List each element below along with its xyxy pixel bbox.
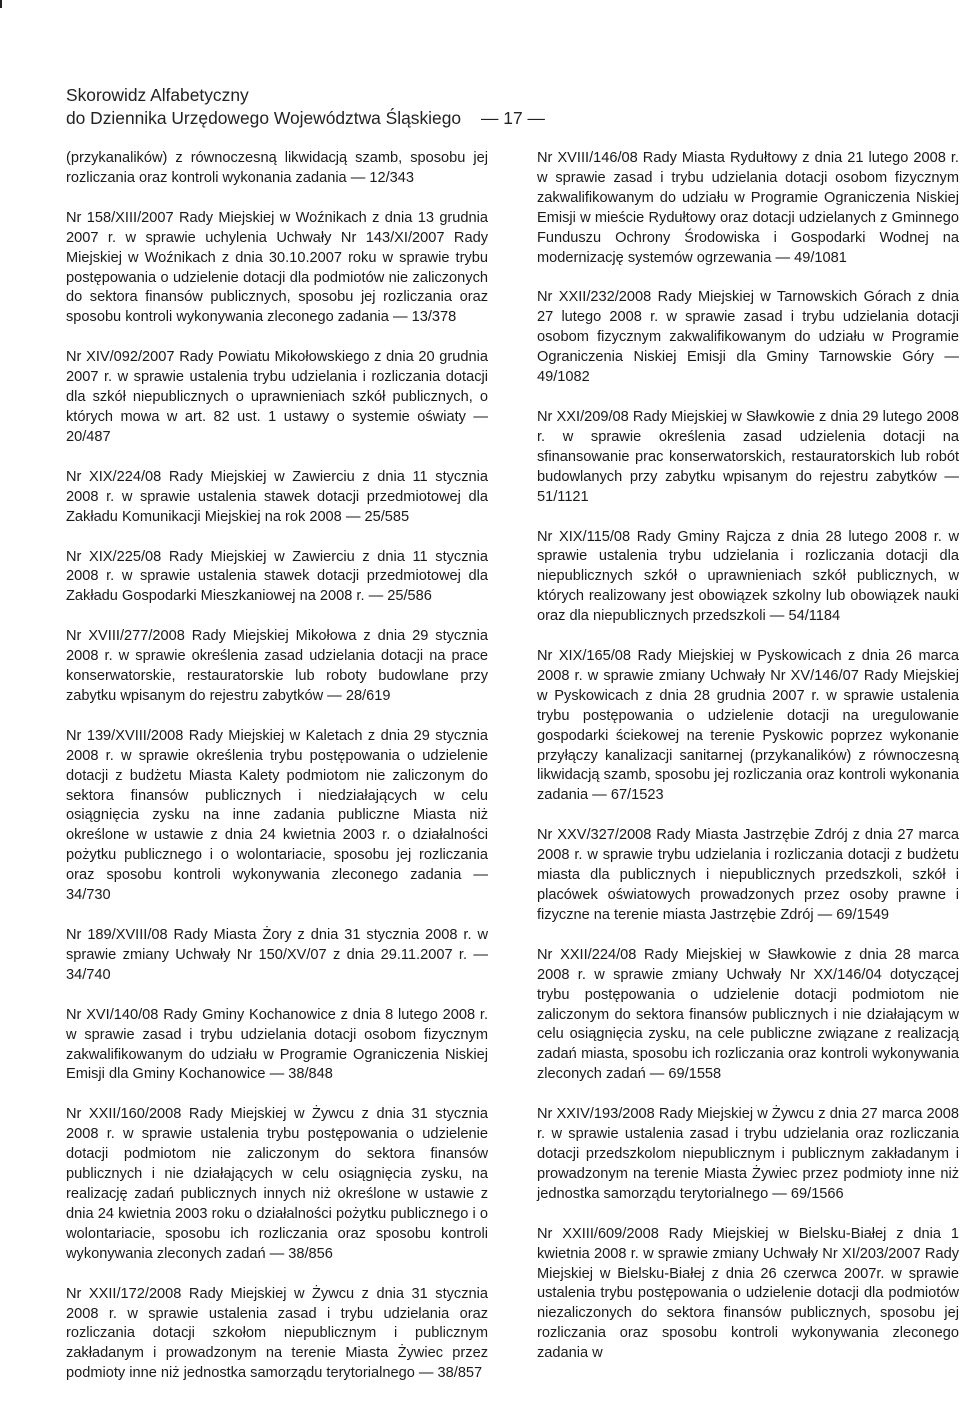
index-entry: Nr XVIII/277/2008 Rady Miejskiej Mikołowa z dnia 29 stycznia 2008 r. w sprawie określenia zasad udzielania dotacji na prace konserwatorskie, restauratorskie lub roboty budowlane przy zabytku wpisanym do rejestru zabytków — 28/619 [66,628,488,704]
index-entry: Nr XXII/172/2008 Rady Miejskiej w Żywcu z dnia 31 stycznia 2008 r. w sprawie ustalenia zasad i trybu udzielania oraz rozliczania dotacji szkołom niepublicznym i publicznym zakładanym i prowadzonym na terenie Miasta Żywiec przez podmioty inne niż jednostka samorządu terytorialnego — 38/857 [66,1285,488,1382]
index-entry: Nr XIX/115/08 Rady Gminy Rajcza z dnia 28 lutego 2008 r. w sprawie ustalenia trybu udzielania i rozliczania dotacji dla niepublicznych szkół o uprawnieniach szkół publicznych, w których realizowany jest obowiązek szkolny lub obowiązek nauki oraz dla niepublicznych przedszkoli — 54/1184 [537,528,959,625]
index-entry: Nr 158/XIII/2007 Rady Miejskiej w Woźnikach z dnia 13 grudnia 2007 r. w sprawie uchylenia Uchwały Nr 143/XI/2007 Rady Miejskiej w Woźnikach z dnia 30.10.2007 roku w sprawie trybu postępowania o udzielenie dotacji dla podmiotów nie zaliczonych do sektora finansów publicznych, sposobu jej rozliczania oraz sposobu kontroli wykonywania zleconego zadania — 13/378 [66,209,488,326]
crop-mark [0,0,2,8]
index-entry: Nr 189/XVIII/08 Rady Miasta Żory z dnia 31 stycznia 2008 r. w sprawie zmiany Uchwały Nr 150/XV/07 z dnia 29.11.2007 r. — 34/740 [66,927,488,983]
index-entry: Nr XXI/209/08 Rady Miejskiej w Sławkowie z dnia 29 lutego 2008 r. w sprawie określenia zasad udzielenia dotacji na sfinansowanie prac konserwatorskich, restauratorskich lub robót budowlanych przy zabytku wpisanym do rejestru zabytków — 51/1121 [537,408,959,505]
index-entry: Nr XVIII/146/08 Rady Miasta Rydułtowy z dnia 21 lutego 2008 r. w sprawie zasad i trybu udzielania dotacji osobom fizycznym zakwalifikowanym do udziału w Programie Ograniczenia Niskiej Emisji w mieście Rydułtowy oraz dotacji udzielanych z Gminnego Funduszu Ochrony Środowiska i Gospodarki Wodnej na modernizację systemów ogrzewania — 49/1081 [537,150,959,266]
index-entry: Nr XVI/140/08 Rady Gminy Kochanowice z dnia 8 lutego 2008 r. w sprawie zasad i trybu udzielania dotacji osobom fizycznym zakwalifikowanym do udziału w Programie Ograniczenia Niskiej Emisji dla Gminy Kochanowice — 38/848 [66,1006,488,1083]
index-entry: Nr XXII/160/2008 Rady Miejskiej w Żywcu z dnia 31 stycznia 2008 r. w sprawie ustalenia trybu postępowania o udzielenie dotacji podmiotom nie zaliczonym do sektora finansów publicznych i nie działających w celu osiągnięcia zysku, na realizację zadań publicznych innych niż określone w ustawie z dnia 24 kwietnia 2003 roku o działalności pożytku publicznego i o wolontariacie, sposobu ich rozliczania oraz sposobu kontroli wykonywania zleconych zadań — 38/856 [66,1106,488,1262]
left-column [66,149,488,1404]
header-title-line-2 [66,107,546,130]
index-entry: Nr 139/XVIII/2008 Rady Miejskiej w Kaletach z dnia 29 stycznia 2008 r. w sprawie określenia trybu postępowania o udzielenie dotacji z budżetu Miasta Kalety podmiotom nie zaliczonym do sektora finansów publicznych i niedziałających w celu osiągnięcia zysku na inne zadania publiczne Miasta niż określone w ustawie z dnia 24 kwietnia 2003 r. o działalności pożytku publicznego i o wolontariacie, sposobu jej rozliczania oraz sposobu kontroli wykonywania zleconego zadania — 34/730 [66,727,488,904]
header-title-line-1: Skorowidz Alfabetyczny [66,85,249,105]
header-title-line-2-text: do Dziennika Urzędowego Województwa Śląskiego [66,108,462,128]
page-header [66,84,546,130]
index-entry: Nr XXIV/193/2008 Rady Miejskiej w Żywcu z dnia 27 marca 2008 r. w sprawie ustalenia zasad i trybu udzielania oraz rozliczania dotacji przedszkolom niepublicznym i publicznym zakładanym i prowadzonym na terenie Miasta Żywiec przez podmioty inne niż jednostka samorządu terytorialnego — 69/1566 [537,1106,959,1202]
index-entry: Nr XXV/327/2008 Rady Miasta Jastrzębie Zdrój z dnia 27 marca 2008 r. w sprawie trybu udzielania i rozliczania dotacji z budżetu miasta dla publicznych i niepublicznych przedszkoli, szkół i placówek oświatowych prowadzonych przez osoby prawne i fizyczne na terenie miasta Jastrzębie Zdrój — 69/1549 [537,827,959,923]
index-entry: Nr XXII/224/08 Rady Miejskiej w Sławkowie z dnia 28 marca 2008 r. w sprawie zmiany Uchwały Nr XX/146/04 dotyczącej trybu postępowania o udzielenie dotacji podmiotom nie zaliczonym do sektora finansów publicznych i nie działającym w celu osiągnięcia zysku, na cele publiczne związane z realizacją zadań miasta, sposobu ich rozliczania oraz kontroli wykonywania zleconych zadań — 69/1558 [537,946,959,1083]
index-entry: Nr XXII/232/2008 Rady Miejskiej w Tarnowskich Górach z dnia 27 lutego 2008 r. w sprawie zasad i trybu udzielania dotacji osobom fizycznym zakwalifikowanym do udziału w Programie Ograniczenia Niskiej Emisji dla Gminy Tarnowskie Góry — 49/1082 [537,289,959,386]
right-column [537,149,959,1384]
index-entry: Nr XXIII/609/2008 Rady Miejskiej w Bielsku-Białej z dnia 1 kwietnia 2008 r. w sprawie zmiany Uchwały Nr XI/203/2007 Rady Miejskiej w Bielsku-Białej z dnia 26 czerwca 2007r. w sprawie ustalenia trybu postępowania o udzielenie dotacji dla podmiotów niezaliczonych do sektora finansów publicznych, sposobu jej rozliczania oraz sposobu kontroli wykonywania zleconego zadania w [537,1225,959,1362]
index-entry: (przykanalików) z równoczesną likwidacją szamb, sposobu jej rozliczania oraz kontroli wykonania zadania — 12/343 [66,150,488,186]
index-entry: Nr XIX/225/08 Rady Miejskiej w Zawierciu z dnia 11 stycznia 2008 r. w sprawie ustalenia stawek dotacji przedmiotowej dla Zakładu Gospodarki Mieszkaniowej na 2008 r. — 25/586 [66,548,488,605]
index-entry: Nr XIX/224/08 Rady Miejskiej w Zawierciu z dnia 11 stycznia 2008 r. w sprawie ustalenia stawek dotacji przedmiotowej dla Zakładu Komunikacji Miejskiej na rok 2008 — 25/585 [66,468,488,525]
index-entry: Nr XIX/165/08 Rady Miejskiej w Pyskowicach z dnia 26 marca 2008 r. w sprawie zmiany Uchwały Nr XV/146/07 Rady Miejskiej w Pyskowicach z dnia 28 grudnia 2007 r. w sprawie ustalenia trybu postępowania o udzielenie dotacji na uregulowanie gospodarki ściekowej na terenie Pyskowic poprzez wykonanie przyłączy kanalizacji sanitarnej (przykanalików) z równoczesną likwidacją szamb, sposobu jej rozliczania oraz kontroli wykonania zadania — 67/1523 [537,648,959,804]
page-number: — 17 — [481,108,545,128]
index-entry: Nr XIV/092/2007 Rady Powiatu Mikołowskiego z dnia 20 grudnia 2007 r. w sprawie ustalenia trybu udzielania i rozliczania dotacji dla szkół niepublicznych o uprawnieniach szkół publicznych, o których mowa w art. 82 ust. 1 ustawy o systemie oświaty — 20/487 [66,349,488,445]
